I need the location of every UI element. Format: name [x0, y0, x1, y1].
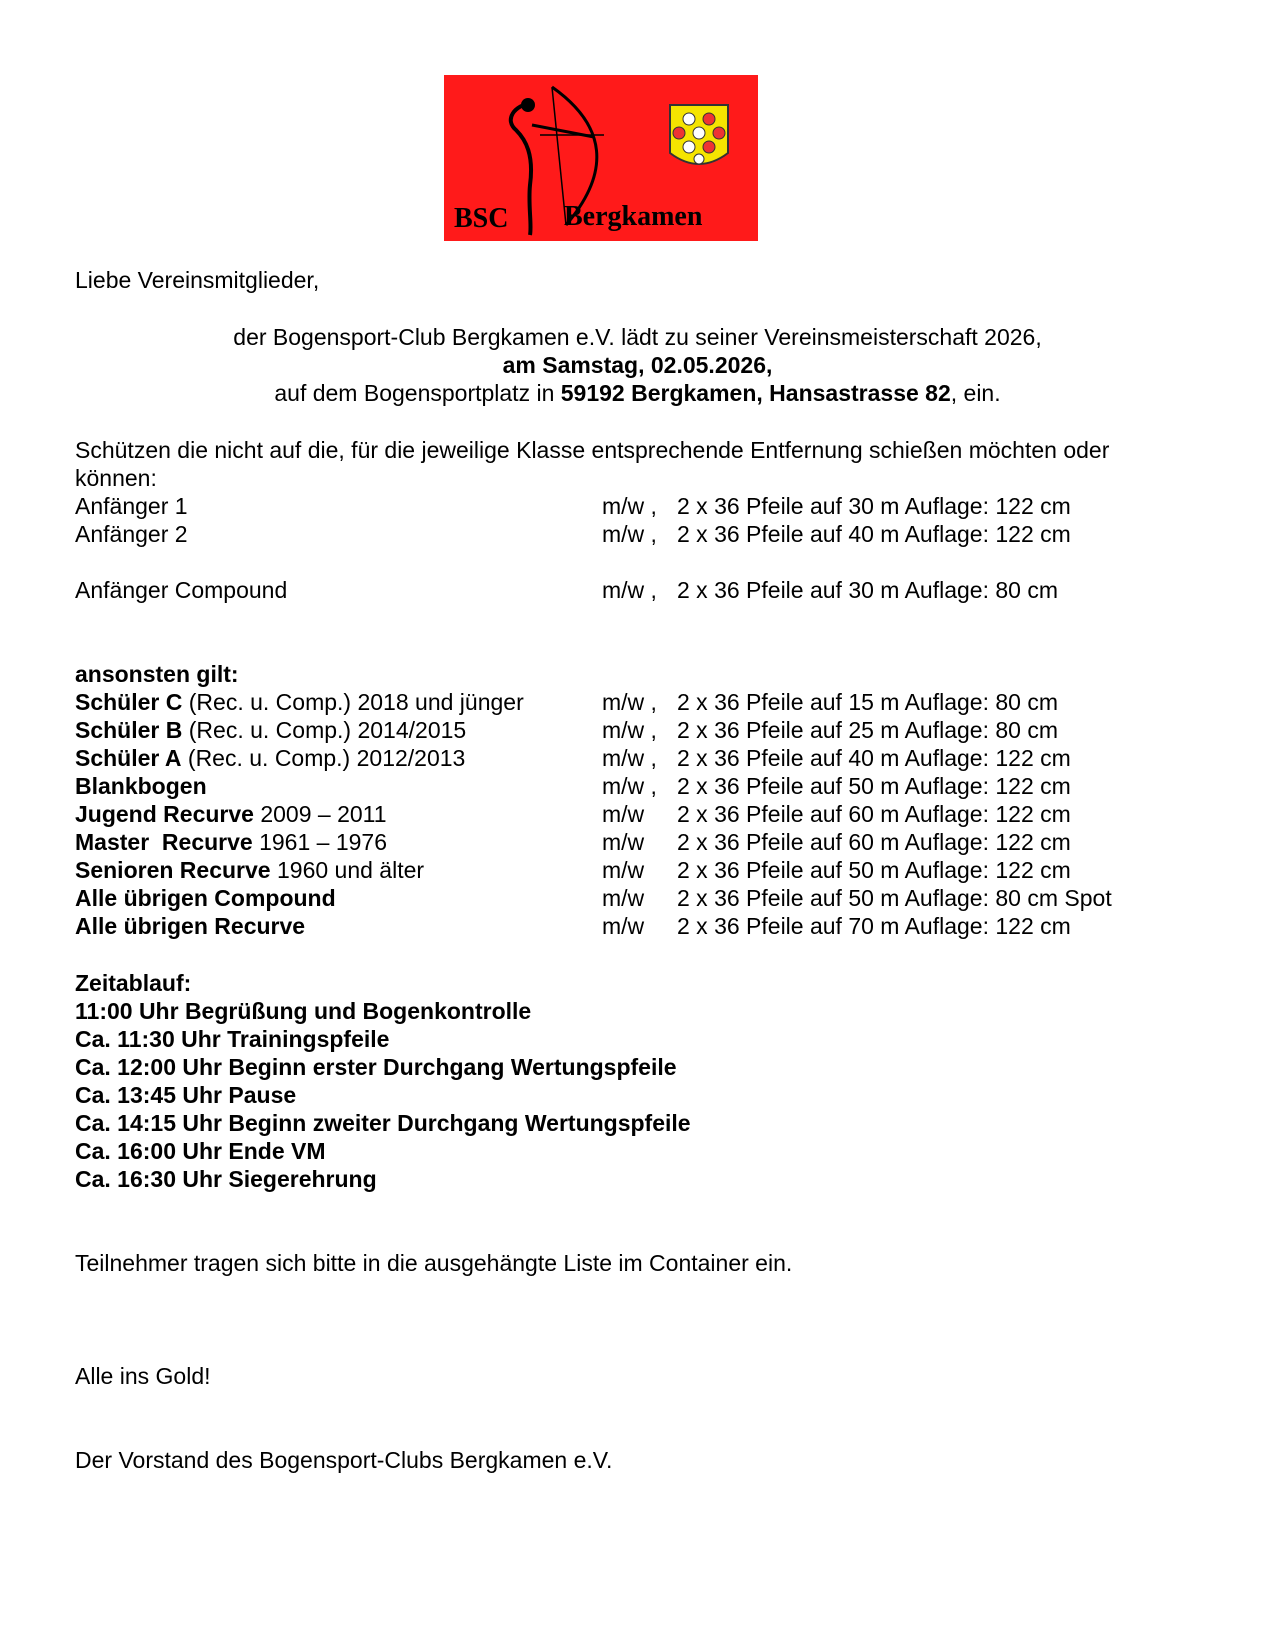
class-row: [75, 772, 1225, 800]
class-name: [75, 744, 465, 772]
schedule-item: Ca. 11:30 Uhr Trainingspfeile: [75, 1026, 390, 1052]
class-row: [75, 828, 1225, 856]
intro-date: am Samstag, 02.05.2026,: [502, 352, 773, 378]
class-name: Anfänger 2: [75, 521, 188, 547]
class-name-bold: Blankbogen: [75, 773, 207, 799]
class-row: [75, 716, 1225, 744]
logo-left-text: BSC: [454, 203, 509, 234]
class-name: [75, 800, 387, 828]
class-gender: m/w ,: [602, 689, 657, 715]
class-gender: m/w: [602, 885, 645, 911]
class-detail: 2 x 36 Pfeile auf 30 m Auflage: 122 cm: [677, 493, 1071, 519]
intro-line-1: der Bogensport-Club Bergkamen e.V. lädt zu seiner Vereinsmeisterschaft 2026,: [233, 324, 1042, 350]
class-gender: m/w ,: [602, 521, 657, 547]
class-name: [75, 716, 466, 744]
class-row: [75, 520, 1225, 548]
greeting: Liebe Vereinsmitglieder,: [75, 267, 320, 293]
class-name-extra: (Rec. u. Comp.) 2012/2013: [181, 745, 466, 771]
schedule-item: 11:00 Uhr Begrüßung und Bogenkontrolle: [75, 998, 532, 1024]
class-name-bold: Schüler C: [75, 689, 183, 715]
intro-location-post: , ein.: [950, 380, 1001, 406]
schedule-item: Ca. 14:15 Uhr Beginn zweiter Durchgang Wertungspfeile: [75, 1110, 691, 1136]
intro-location-pre: auf dem Bogensportplatz in: [274, 380, 561, 406]
class-row: [75, 912, 1225, 940]
class-name-bold: Senioren Recurve: [75, 857, 271, 883]
class-name: Anfänger Compound: [75, 577, 288, 603]
class-name: [75, 828, 387, 856]
schedule-item: Ca. 13:45 Uhr Pause: [75, 1082, 297, 1108]
class-name-extra: (Rec. u. Comp.) 2018 und jünger: [182, 689, 524, 715]
class-row: [75, 884, 1225, 912]
class-name-bold: Alle übrigen Recurve: [75, 913, 306, 939]
class-detail: 2 x 36 Pfeile auf 50 m Auflage: 122 cm: [677, 857, 1071, 883]
class-gender: m/w: [602, 829, 645, 855]
class-name-bold: Schüler A: [75, 745, 182, 771]
class-name-extra: 1961 – 1976: [252, 829, 387, 855]
class-name: Anfänger 1: [75, 493, 188, 519]
class-detail: 2 x 36 Pfeile auf 50 m Auflage: 122 cm: [677, 773, 1071, 799]
class-detail: 2 x 36 Pfeile auf 60 m Auflage: 122 cm: [677, 801, 1071, 827]
notice-line-2: können:: [75, 465, 157, 491]
club-logo: [444, 75, 758, 241]
class-name: [75, 688, 524, 716]
schedule-heading: Zeitablauf:: [75, 970, 192, 996]
schedule-item: Ca. 16:30 Uhr Siegerehrung: [75, 1166, 377, 1192]
class-detail: 2 x 36 Pfeile auf 30 m Auflage: 80 cm: [677, 577, 1059, 603]
class-gender: m/w: [602, 913, 645, 939]
class-name-extra: 1960 und älter: [270, 857, 425, 883]
class-row: [75, 856, 1225, 884]
registration-note: Teilnehmer tragen sich bitte in die ausgehängte Liste im Container ein.: [75, 1250, 793, 1276]
intro-location: [0, 379, 1275, 407]
class-detail: 2 x 36 Pfeile auf 50 m Auflage: 80 cm Spot: [677, 885, 1112, 911]
class-name-bold: Jugend Recurve: [75, 801, 254, 827]
class-name: [75, 884, 336, 912]
motto: Alle ins Gold!: [75, 1363, 211, 1389]
notice-line-1: Schützen die nicht auf die, für die jeweilige Klasse entsprechende Entfernung schießen möchten oder: [75, 437, 1110, 463]
logo-right-text: Bergkamen: [564, 201, 703, 232]
class-row: [75, 688, 1225, 716]
crest-icon: [670, 105, 728, 164]
class-name: [75, 912, 305, 940]
class-detail: 2 x 36 Pfeile auf 40 m Auflage: 122 cm: [677, 745, 1071, 771]
class-gender: m/w: [602, 801, 645, 827]
class-row: [75, 744, 1225, 772]
class-gender: m/w ,: [602, 717, 657, 743]
class-gender: m/w ,: [602, 577, 657, 603]
class-name-bold: Master Recurve: [75, 829, 253, 855]
class-row: [75, 576, 1225, 604]
club-logo-graphic: [444, 75, 758, 241]
class-detail: 2 x 36 Pfeile auf 60 m Auflage: 122 cm: [677, 829, 1071, 855]
intro-location-address: 59192 Bergkamen, Hansastrasse 82: [560, 380, 951, 406]
otherwise-heading: ansonsten gilt:: [75, 661, 239, 687]
schedule-item: Ca. 16:00 Uhr Ende VM: [75, 1138, 326, 1164]
class-detail: 2 x 36 Pfeile auf 40 m Auflage: 122 cm: [677, 521, 1071, 547]
class-detail: 2 x 36 Pfeile auf 15 m Auflage: 80 cm: [677, 689, 1059, 715]
class-name-bold: Alle übrigen Compound: [75, 885, 336, 911]
schedule-item: Ca. 12:00 Uhr Beginn erster Durchgang Wertungspfeile: [75, 1054, 677, 1080]
class-name-extra: 2009 – 2011: [253, 801, 387, 827]
class-gender: m/w: [602, 857, 645, 883]
class-name: [75, 856, 424, 884]
class-row: [75, 492, 1225, 520]
class-gender: m/w ,: [602, 745, 657, 771]
class-row: [75, 800, 1225, 828]
class-gender: m/w ,: [602, 493, 657, 519]
class-detail: 2 x 36 Pfeile auf 25 m Auflage: 80 cm: [677, 717, 1059, 743]
class-name: [75, 772, 207, 800]
class-name-bold: Schüler B: [75, 717, 183, 743]
class-gender: m/w ,: [602, 773, 657, 799]
signature: Der Vorstand des Bogensport-Clubs Bergkamen e.V.: [75, 1447, 613, 1473]
class-detail: 2 x 36 Pfeile auf 70 m Auflage: 122 cm: [677, 913, 1071, 939]
class-name-extra: (Rec. u. Comp.) 2014/2015: [182, 717, 467, 743]
